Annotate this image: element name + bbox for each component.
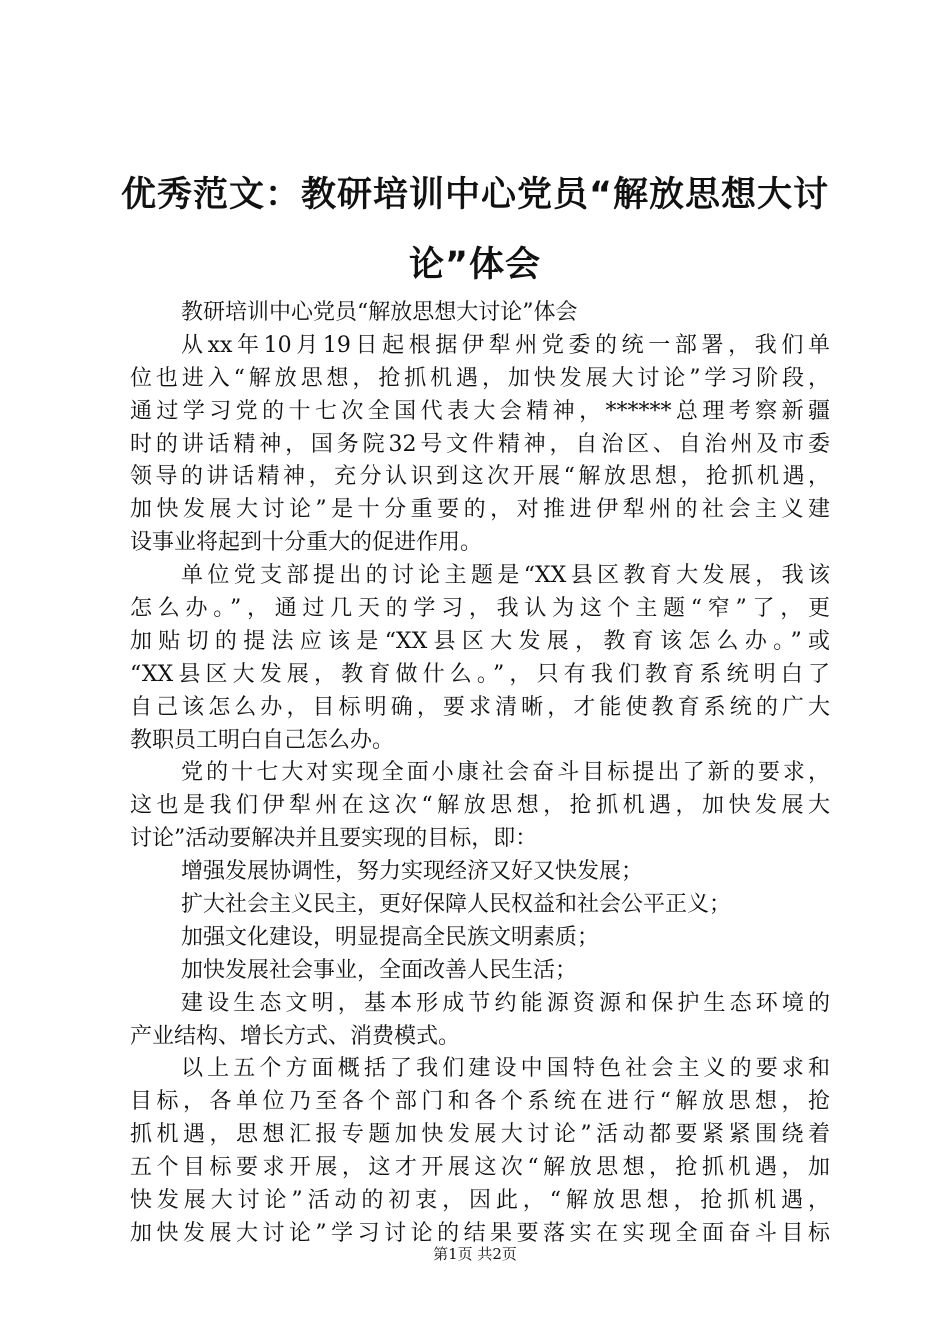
body-line: 从xx年10月19日起根据伊犁州党委的统一部署，我们单: [181, 332, 830, 358]
body-line: 这也是我们伊犁州在这次“解放思想，抢抓机遇，加快发展大: [130, 793, 830, 819]
body-line: 增强发展协调性，努力实现经济又好又快发展；: [181, 859, 644, 885]
body-line: 怎么办。”，通过几天的学习，我认为这个主题“窄”了，更: [130, 596, 830, 622]
body-line: 加强文化建设，明显提高全民族文明素质；: [181, 924, 600, 950]
title-line: 论”体会: [408, 245, 541, 285]
body-line: 目标，各单位乃至各个部门和各个系统在进行“解放思想，抢: [130, 1089, 830, 1115]
body-line: 扩大社会主义民主，更好保障人民权益和社会公平正义；: [181, 892, 732, 918]
body-line: 加快发展社会事业，全面改善人民生活；: [181, 957, 578, 983]
body-line: 抓机遇，思想汇报专题加快发展大讨论”活动都要紧紧围绕着: [130, 1122, 830, 1148]
body-line: 通过学习党的十七次全国代表大会精神，******总理考察新疆: [130, 398, 830, 424]
page-footer: 第1页 共2页: [433, 1245, 517, 1263]
body-line: “XX县区大发展，教育做什么。”，只有我们教育系统明白了: [130, 661, 830, 687]
body-line: 加快发展大讨论”学习讨论的结果要落实在实现全面奋斗目标: [130, 1220, 830, 1246]
body-line: 位也进入“解放思想，抢抓机遇，加快发展大讨论”学习阶段，: [130, 365, 830, 391]
body-line: 时的讲话精神，国务院32号文件精神，自治区、自治州及市委: [130, 431, 830, 457]
body-line: 自己该怎么办，目标明确，要求清晰，才能使教育系统的广大: [130, 694, 830, 720]
body-line: 党的十七大对实现全面小康社会奋斗目标提出了新的要求，: [181, 760, 830, 786]
title-line: 优秀范文：教研培训中心党员“解放思想大讨: [120, 175, 829, 215]
body-line: 单位党支部提出的讨论主题是“XX县区教育大发展，我该: [181, 563, 830, 589]
body-line: 快发展大讨论”活动的初衷，因此，“解放思想，抢抓机遇，: [130, 1188, 830, 1214]
document-title: [110, 160, 840, 300]
body-line: 加贴切的提法应该是“XX县区大发展，教育该怎么办。”或: [130, 628, 830, 654]
document-body: [130, 297, 830, 1251]
body-line: 设事业将起到十分重大的促进作用。: [130, 530, 483, 556]
body-line: 五个目标要求开展，这才开展这次“解放思想，抢抓机遇，加: [130, 1155, 830, 1181]
body-line: 教研培训中心党员“解放思想大讨论”体会: [181, 300, 578, 325]
body-line: 建设生态文明，基本形成节约能源资源和保护生态环境的: [181, 990, 830, 1016]
body-line: 产业结构、增长方式、消费模式。: [130, 1023, 461, 1049]
body-line: 加快发展大讨论”是十分重要的，对推进伊犁州的社会主义建: [130, 497, 830, 523]
body-line: 以上五个方面概括了我们建设中国特色社会主义的要求和: [181, 1056, 830, 1082]
body-line: 领导的讲话精神，充分认识到这次开展“解放思想，抢抓机遇，: [130, 464, 830, 490]
body-line: 讨论”活动要解决并且要实现的目标，即：: [130, 826, 538, 852]
body-line: 教职员工明白自己怎么办。: [130, 727, 395, 753]
